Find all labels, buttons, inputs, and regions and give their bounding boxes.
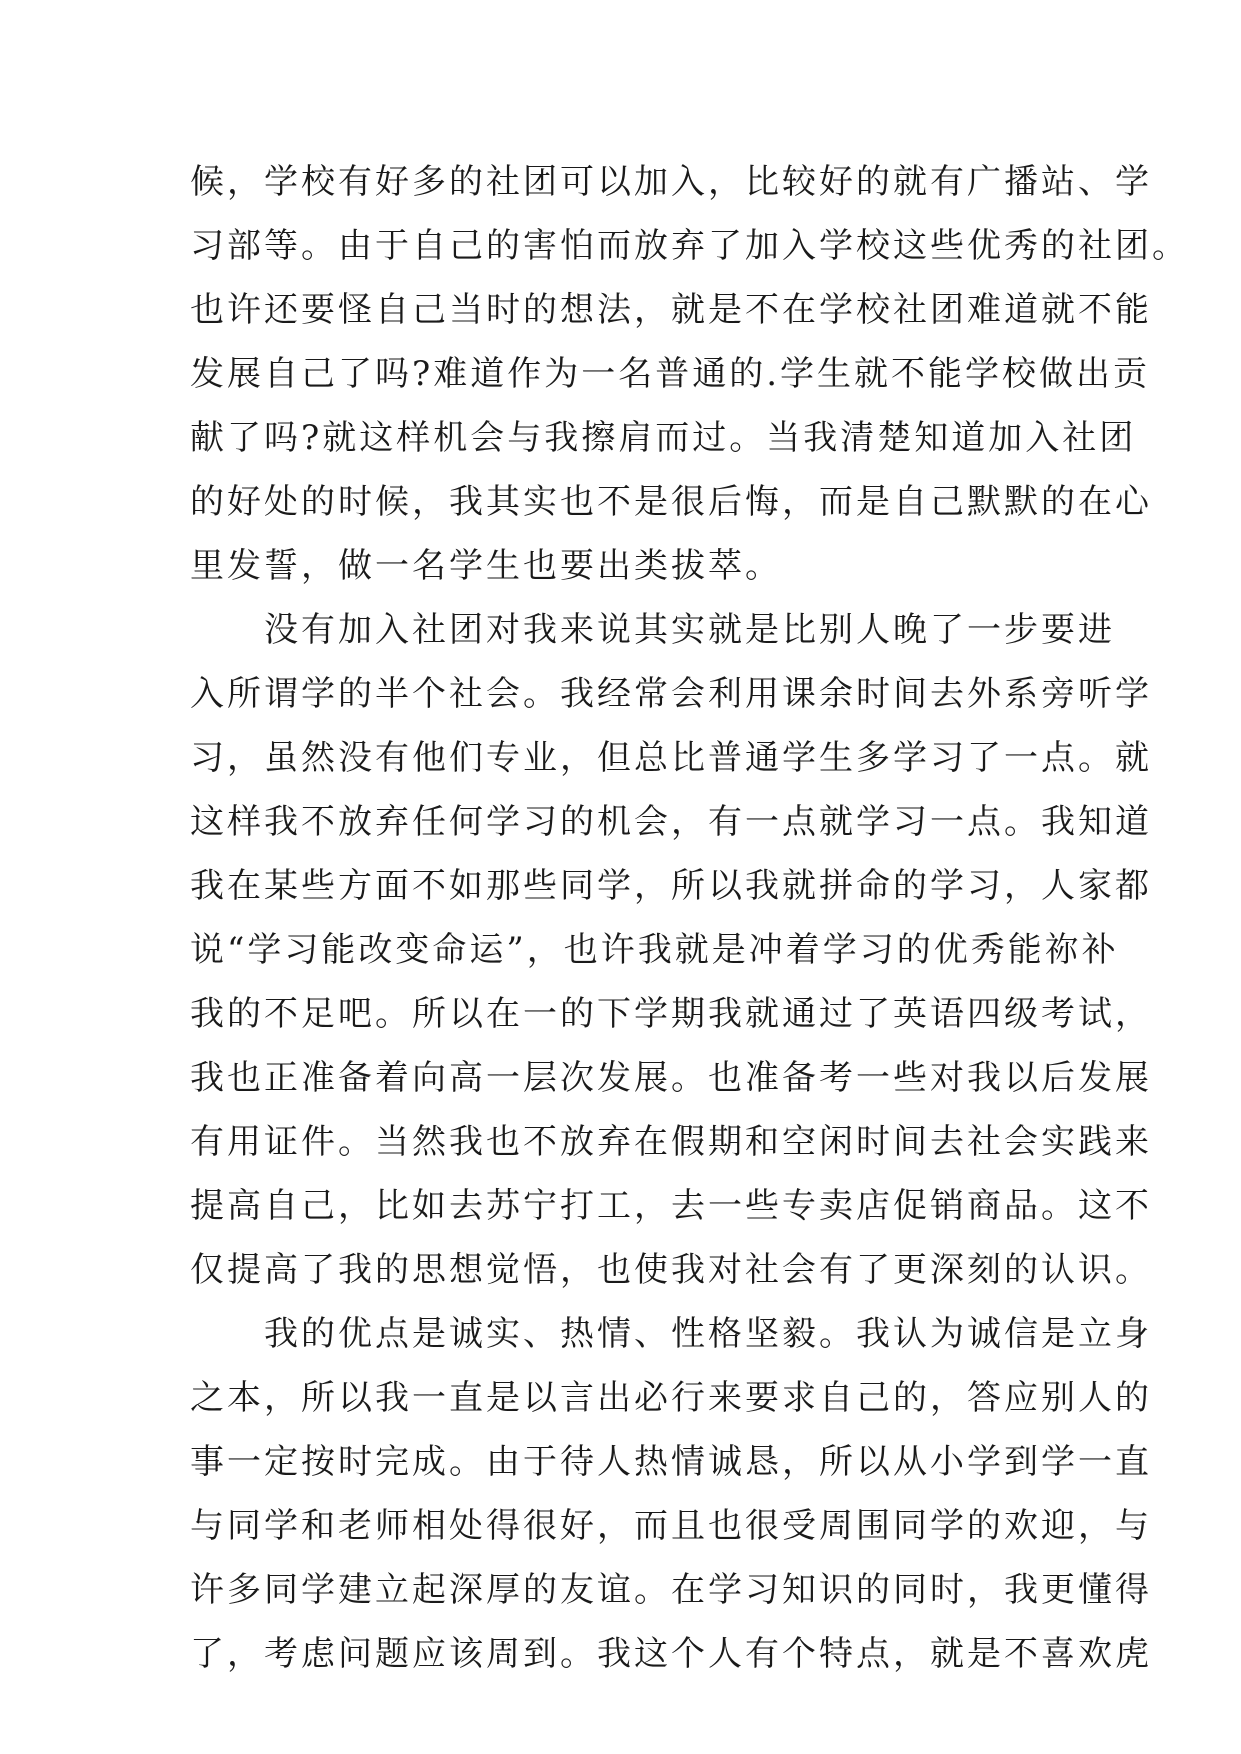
- text-line: 的好处的时候，我其实也不是很后悔，而是自己默默的在心: [190, 482, 1152, 522]
- text-line: 献了吗?就这样机会与我擦肩而过。当我清楚知道加入社团: [190, 418, 1137, 458]
- text-line: 我的优点是诚实、热情、性格坚毅。我认为诚信是立身: [190, 1314, 1152, 1354]
- text-line: 提高自己，比如去苏宁打工，去一些专卖店促销商品。这不: [190, 1186, 1152, 1226]
- text-line: 习，虽然没有他们专业，但总比普通学生多学习了一点。就: [190, 738, 1152, 778]
- text-line: 许多同学建立起深厚的友谊。在学习知识的同时，我更懂得: [190, 1570, 1152, 1610]
- text-line: 有用证件。当然我也不放弃在假期和空闲时间去社会实践来: [190, 1122, 1152, 1162]
- text-line: 我也正准备着向高一层次发展。也准备考一些对我以后发展: [190, 1058, 1152, 1098]
- text-line: 习部等。由于自己的害怕而放弃了加入学校这些优秀的社团。: [190, 226, 1189, 266]
- text-line: 没有加入社团对我来说其实就是比别人晚了一步要进: [190, 610, 1115, 650]
- text-line: 与同学和老师相处得很好，而且也很受周围同学的欢迎，与: [190, 1506, 1152, 1546]
- document-body: [190, 150, 1210, 1686]
- text-line: 候，学校有好多的社团可以加入，比较好的就有广播站、学: [190, 162, 1152, 202]
- text-line: 之本，所以我一直是以言出必行来要求自己的，答应别人的: [190, 1378, 1152, 1418]
- text-line: 也许还要怪自己当时的想法，就是不在学校社团难道就不能: [190, 290, 1152, 330]
- text-line: 事一定按时完成。由于待人热情诚恳，所以从小学到学一直: [190, 1442, 1152, 1482]
- text-line: 说“学习能改变命运”，也许我就是冲着学习的优秀能祢补: [190, 930, 1119, 970]
- text-line: 我在某些方面不如那些同学，所以我就拼命的学习，人家都: [190, 866, 1152, 906]
- text-line: 我的不足吧。所以在一的下学期我就通过了英语四级考试，: [190, 994, 1152, 1034]
- text-line: 里发誓，做一名学生也要出类拔萃。: [190, 546, 782, 586]
- text-line: 入所谓学的半个社会。我经常会利用课余时间去外系旁听学: [190, 674, 1152, 714]
- text-line: 发展自己了吗?难道作为一名普通的.学生就不能学校做出贡: [190, 354, 1151, 394]
- text-line: 这样我不放弃任何学习的机会，有一点就学习一点。我知道: [190, 802, 1152, 842]
- text-line: 了，考虑问题应该周到。我这个人有个特点，就是不喜欢虎: [190, 1634, 1152, 1674]
- text-line: 仅提高了我的思想觉悟，也使我对社会有了更深刻的认识。: [190, 1250, 1152, 1290]
